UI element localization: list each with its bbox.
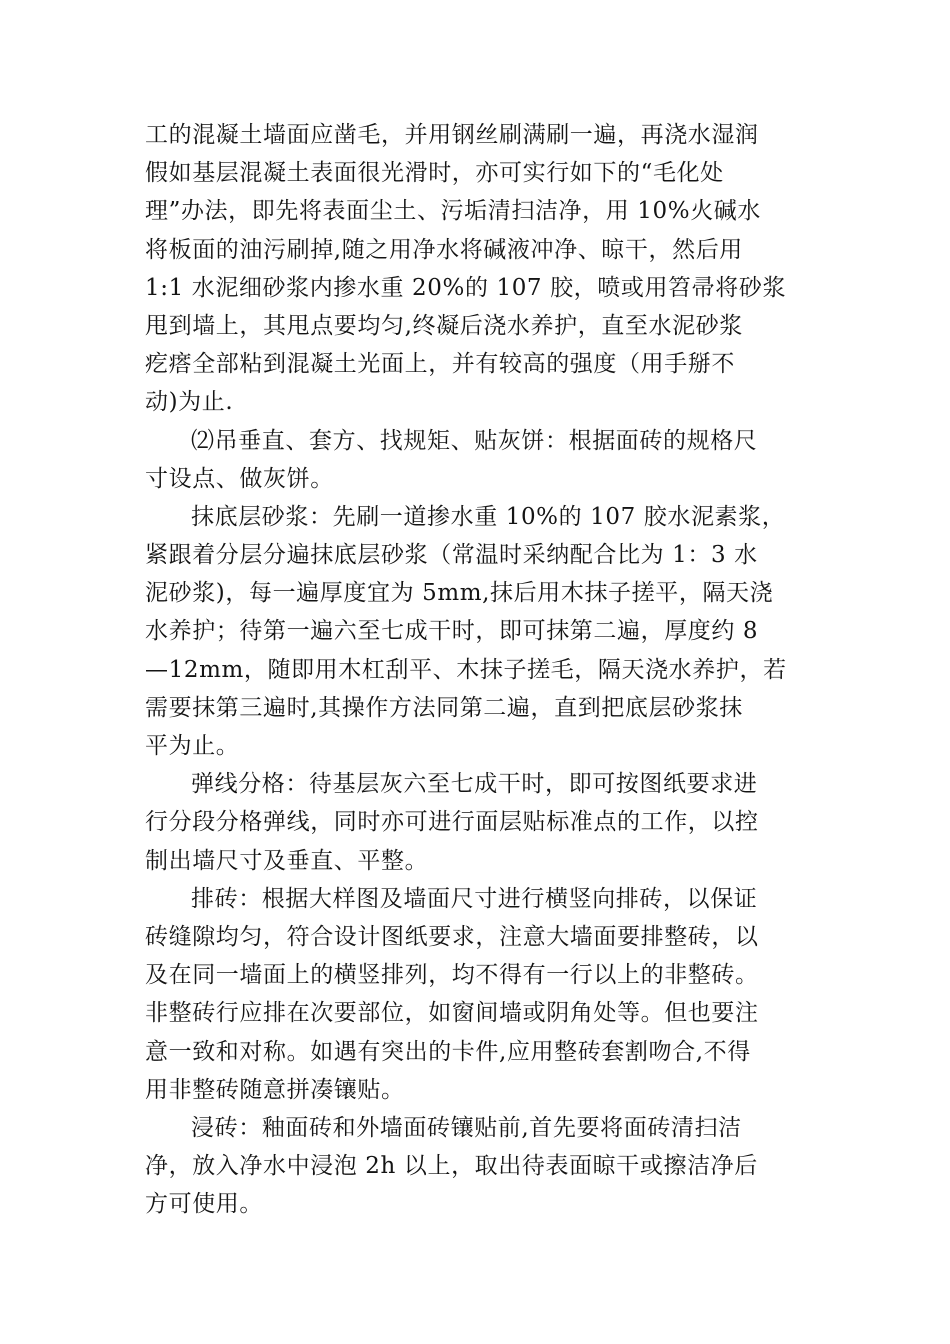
- text-line: 工的混凝土墙面应凿毛，并用钢丝刷满刷一遍，再浇水湿润: [145, 122, 759, 148]
- text-line: 1:1 水泥细砂浆内掺水重 20%的 107 胶，喷或用笤帚将砂浆: [145, 274, 787, 301]
- text-line: 方可使用。: [145, 1191, 263, 1218]
- text-line: 甩到墙上，其甩点要均匀,终凝后浇水养护，直至水泥砂浆: [145, 312, 743, 339]
- text-line: 行分段分格弹线，同时亦可进行面层贴标准点的工作，以控: [145, 809, 759, 836]
- text-line: 用非整砖随意拼凑镶贴。: [145, 1076, 405, 1103]
- text-line: 意一致和对称。如遇有突出的卡件,应用整砖套割吻合,不得: [145, 1038, 751, 1065]
- text-line: 需要抹第三遍时,其操作方法同第二遍，直到把底层砂浆抹: [145, 694, 743, 721]
- paragraph-first-line: ⑵吊垂直、套方、找规矩、贴灰饼：根据面砖的规格尺: [191, 427, 758, 454]
- text-line: 水养护；待第一遍六至七成干时，即可抹第二遍，厚度约 8: [145, 618, 759, 645]
- text-line: 寸设点、做灰饼。: [145, 465, 334, 492]
- paragraph-first-line: 排砖：根据大样图及墙面尺寸进行横竖向排砖，以保证: [191, 885, 758, 912]
- text-line: 动)为止.: [145, 389, 234, 416]
- text-line: 紧跟着分层分遍抹底层砂浆（常温时采纳配合比为 1：3 水: [145, 542, 758, 569]
- text-line: 非整砖行应排在次要部位，如窗间墙或阴角处等。但也要注: [145, 1000, 759, 1027]
- text-line: 疙瘩全部粘到混凝土光面上，并有较高的强度（用手掰不: [145, 351, 735, 378]
- text-line: 及在同一墙面上的横竖排列，均不得有一行以上的非整砖。: [145, 962, 759, 989]
- text-line: 净，放入净水中浸泡 2h 以上，取出待表面晾干或擦洁净后: [145, 1153, 758, 1180]
- text-line: 砖缝隙均匀，符合设计图纸要求，注意大墙面要排整砖，以: [145, 923, 759, 950]
- text-line: 平为止。: [145, 733, 240, 759]
- text-line: 理”办法，即先将表面尘土、污垢清扫洁净，用 10%火碱水: [145, 198, 761, 225]
- text-line: 将板面的油污刷掉,随之用净水将碱液冲净、晾干，然后用: [145, 236, 743, 263]
- text-line: 假如基层混凝土表面很光滑时，亦可实行如下的“毛化处: [145, 160, 724, 187]
- text-line: 制出墙尺寸及垂直、平整。: [145, 847, 429, 874]
- text-line: —12mm，随即用木杠刮平、木抹子搓毛，隔天浇水养护，若: [145, 656, 787, 683]
- document-body: [145, 116, 809, 1223]
- paragraph-first-line: 抹底层砂浆：先刷一道掺水重 10%的 107 胶水泥素浆，: [191, 503, 786, 530]
- text-line: 泥砂浆)，每一遍厚度宜为 5mm,抹后用木抹子搓平，隔天浇: [145, 580, 774, 607]
- paragraph-first-line: 浸砖：釉面砖和外墙面砖镶贴前,首先要将面砖清扫洁: [191, 1114, 742, 1141]
- paragraph-first-line: 弹线分格：待基层灰六至七成干时，即可按图纸要求进: [191, 771, 758, 798]
